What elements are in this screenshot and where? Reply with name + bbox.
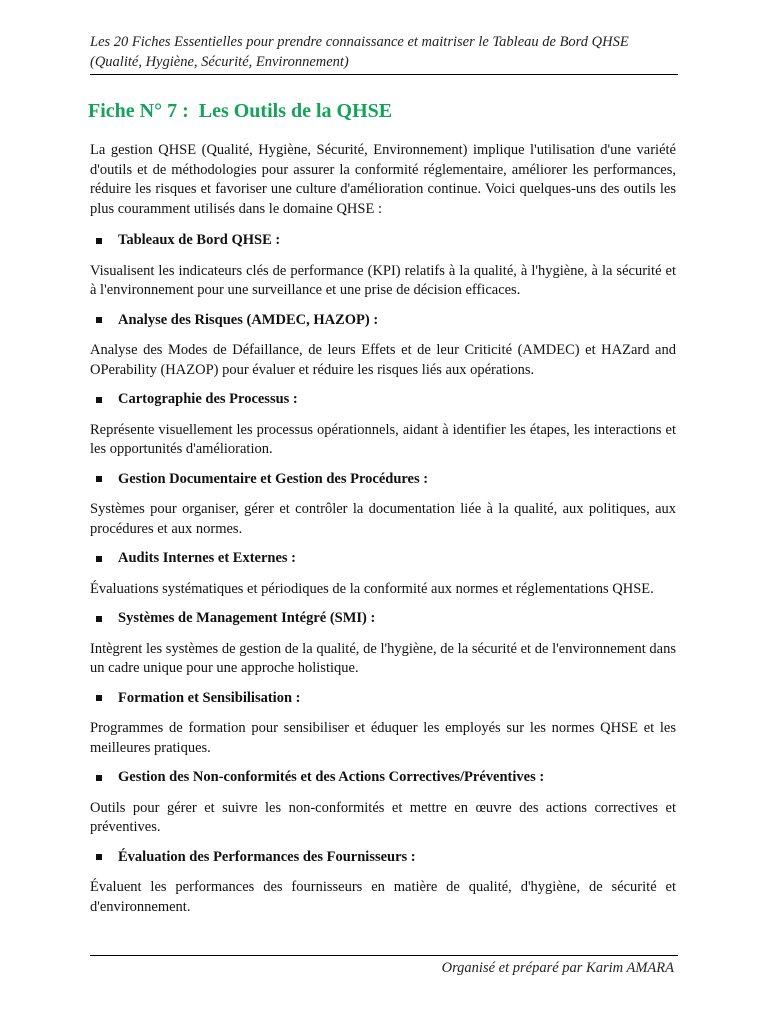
item-title-text: Analyse des Risques (AMDEC, HAZOP) : [118, 311, 379, 328]
header-line-2: (Qualité, Hygiène, Sécurité, Environnement) [90, 54, 349, 70]
bullet-icon [96, 476, 102, 482]
document-body [90, 141, 676, 927]
list-item-description: Analyse des Modes de Défaillance, de leurs Effets et de leur Criticité (AMDEC) et HAZard and OPerability (HAZOP) pour évaluer et réduire les risques liés aux opérations. [90, 342, 676, 378]
bullet-icon [96, 238, 102, 244]
item-title-text: Cartographie des Processus : [118, 391, 298, 407]
item-title-text: Évaluation des Performances des Fournisseurs : [118, 848, 416, 865]
bullet-icon [96, 397, 102, 403]
item-title-text: Audits Internes et Externes : [118, 550, 297, 566]
item-title-text: Systèmes de Management Intégré (SMI) : [118, 610, 376, 626]
item-title-text: Gestion des Non-conformités et des Actions Correctives/Préventives : [118, 769, 545, 785]
page-footer: Organisé et préparé par Karim AMARA [441, 960, 674, 976]
bullet-icon [96, 854, 102, 860]
list-item-title [90, 549, 676, 569]
bullet-icon [96, 616, 102, 622]
page-title: Fiche N° 7 : Les Outils de la QHSE [88, 100, 393, 122]
list-item-description: Intègrent les systèmes de gestion de la qualité, de l'hygiène, de la sécurité et de l'environnement dans un cadre unique pour une approche holistique. [90, 640, 676, 676]
tool-list [90, 231, 676, 917]
list-item-description: Représente visuellement les processus opérationnels, aidant à identifier les étapes, les interactions et les opportunités d'amélioration. [90, 421, 676, 457]
page-header [90, 32, 678, 72]
list-item-title [90, 470, 676, 490]
list-item-description: Programmes de formation pour sensibiliser et éduquer les employés sur les normes QHSE et les meilleures pratiques. [90, 720, 676, 756]
list-item-title [90, 848, 676, 868]
list-item-description: Outils pour gérer et suivre les non-conformités et mettre en œuvre des actions correctives et préventives. [90, 799, 676, 835]
intro-paragraph: La gestion QHSE (Qualité, Hygiène, Sécurité, Environnement) implique l'utilisation d'une variété d'outils et de méthodologies pour assurer la conformité réglementaire, améliorer les performances, réduire les risques et favoriser une culture d'amélioration continue. Voici quelques-uns des outils les plus couramment utilisés dans le domaine QHSE : [90, 142, 676, 217]
list-item-title [90, 390, 676, 410]
bullet-icon [96, 695, 102, 701]
list-item-description: Systèmes pour organiser, gérer et contrôler la documentation liée à la qualité, aux politiques, aux procédures et aux normes. [90, 501, 676, 537]
list-item-title [90, 768, 676, 788]
header-line-1: Les 20 Fiches Essentielles pour prendre connaissance et maitriser le Tableau de Bord QHSE [90, 34, 629, 50]
list-item-description: Visualisent les indicateurs clés de performance (KPI) relatifs à la qualité, à l'hygiène, à la sécurité et à l'environnement pour une surveillance et une prise de décision efficaces. [90, 262, 676, 298]
list-item-title [90, 689, 676, 709]
item-title-text: Tableaux de Bord QHSE : [118, 232, 281, 248]
bullet-icon [96, 556, 102, 562]
list-item-title [90, 311, 676, 331]
item-title-text: Formation et Sensibilisation : [118, 689, 301, 706]
item-title-text: Gestion Documentaire et Gestion des Procédures : [118, 470, 429, 487]
list-item-title [90, 231, 676, 251]
bullet-icon [96, 317, 102, 323]
bullet-icon [96, 775, 102, 781]
header-divider [90, 74, 678, 75]
list-item-description: Évaluent les performances des fournisseurs en matière de qualité, d'hygiène, de sécurité et d'environnement. [90, 879, 676, 915]
list-item-description: Évaluations systématiques et périodiques de la conformité aux normes et réglementations QHSE. [90, 580, 654, 597]
footer-divider [90, 955, 678, 956]
list-item-title [90, 609, 676, 629]
